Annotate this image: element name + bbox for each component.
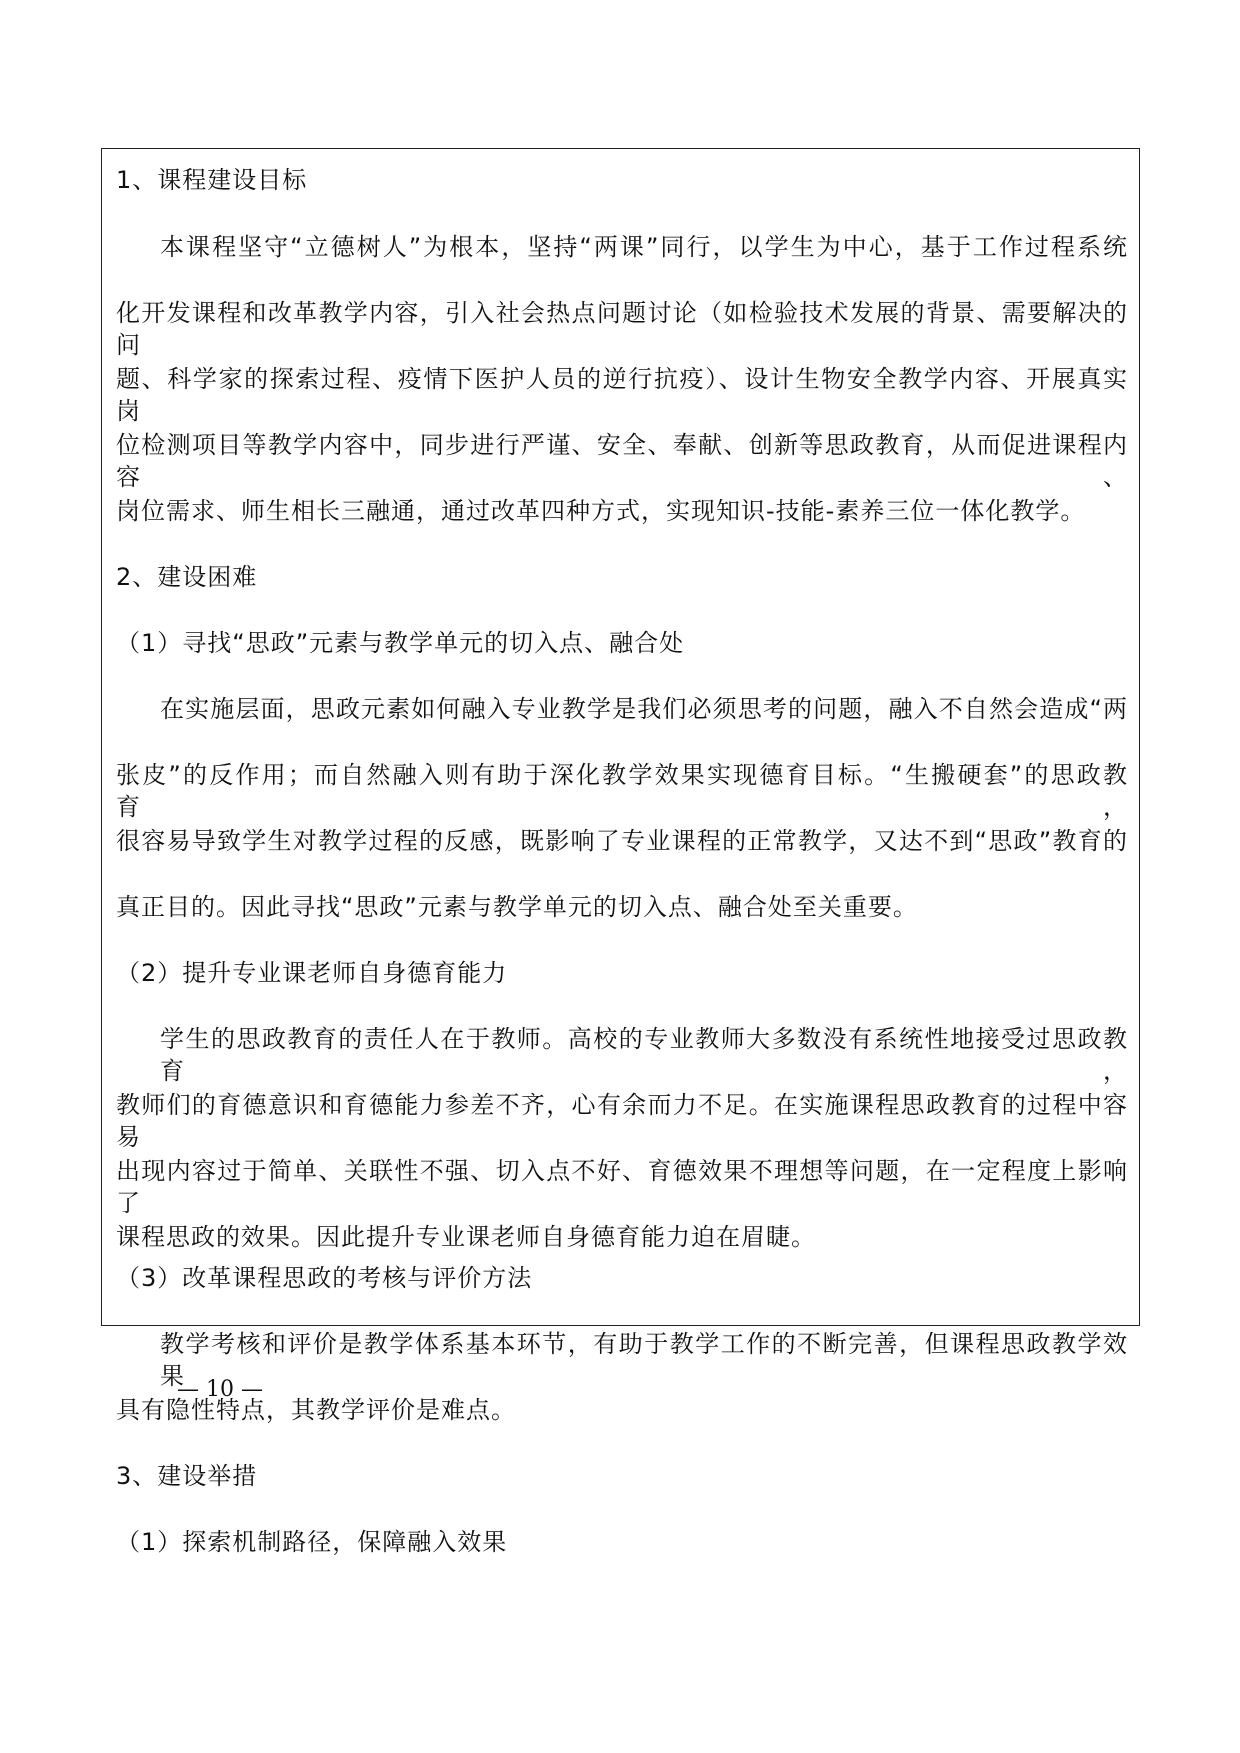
section-heading-measures: 3、建设举措 xyxy=(116,1462,258,1490)
paragraph-line: 张皮”的反作用；而自然融入则有助于深化教学效果实现德育目标。“生搬硬套”的思政教育， xyxy=(116,761,1128,821)
paragraph-line: 教学考核和评价是教学体系基本环节，有助于教学工作的不断完善，但课程思政教学效果 xyxy=(160,1330,1128,1390)
paragraph-line: 具有隐性特点，其教学评价是难点。 xyxy=(116,1396,516,1424)
subheading-1: （1）寻找“思政”元素与教学单元的切入点、融合处 xyxy=(116,629,685,657)
paragraph-line: 学生的思政教育的责任人在于教师。高校的专业教师大多数没有系统性地接受过思政教育， xyxy=(160,1025,1128,1085)
paragraph-line: 真正目的。因此寻找“思政”元素与教学单元的切入点、融合处至关重要。 xyxy=(116,893,918,921)
paragraph-line: 本课程坚守“立德树人”为根本，坚持“两课”同行，以学生为中心，基于工作过程系统 xyxy=(160,233,1128,261)
paragraph-line: 位检测项目等教学内容中，同步进行严谨、安全、奉献、创新等思政教育，从而促进课程内容、 xyxy=(116,431,1128,491)
paragraph-line: 岗位需求、师生相长三融通，通过改革四种方式，实现知识-技能-素养三位一体化教学。 xyxy=(116,497,1086,525)
subheading-measures-1: （1）探索机制路径，保障融入效果 xyxy=(116,1528,508,1556)
page-number: — 10 — xyxy=(177,1377,263,1402)
paragraph-line: 在实施层面，思政元素如何融入专业教学是我们必须思考的问题，融入不自然会造成“两 xyxy=(160,695,1128,723)
paragraph-line: 教师们的育德意识和育德能力参差不齐，心有余而力不足。在实施课程思政教育的过程中容易 xyxy=(116,1091,1128,1151)
paragraph-line: 化开发课程和改革教学内容，引入社会热点问题讨论（如检验技术发展的背景、需要解决的问 xyxy=(116,299,1128,359)
subheading-2: （2）提升专业课老师自身德育能力 xyxy=(116,959,508,987)
paragraph-line: 很容易导致学生对教学过程的反感，既影响了专业课程的正常教学，又达不到“思政”教育的 xyxy=(116,827,1128,855)
paragraph-line: 课程思政的效果。因此提升专业课老师自身德育能力迫在眉睫。 xyxy=(116,1223,816,1251)
subheading-3: （3）改革课程思政的考核与评价方法 xyxy=(116,1264,533,1292)
paragraph-line: 出现内容过于简单、关联性不强、切入点不好、育德效果不理想等问题，在一定程度上影响了 xyxy=(116,1157,1128,1217)
section-heading-difficulties: 2、建设困难 xyxy=(116,563,258,591)
paragraph-line: 题、科学家的探索过程、疫情下医护人员的逆行抗疫）、设计生物安全教学内容、开展真实岗 xyxy=(116,365,1128,425)
section-heading-goals: 1、课程建设目标 xyxy=(116,166,308,194)
